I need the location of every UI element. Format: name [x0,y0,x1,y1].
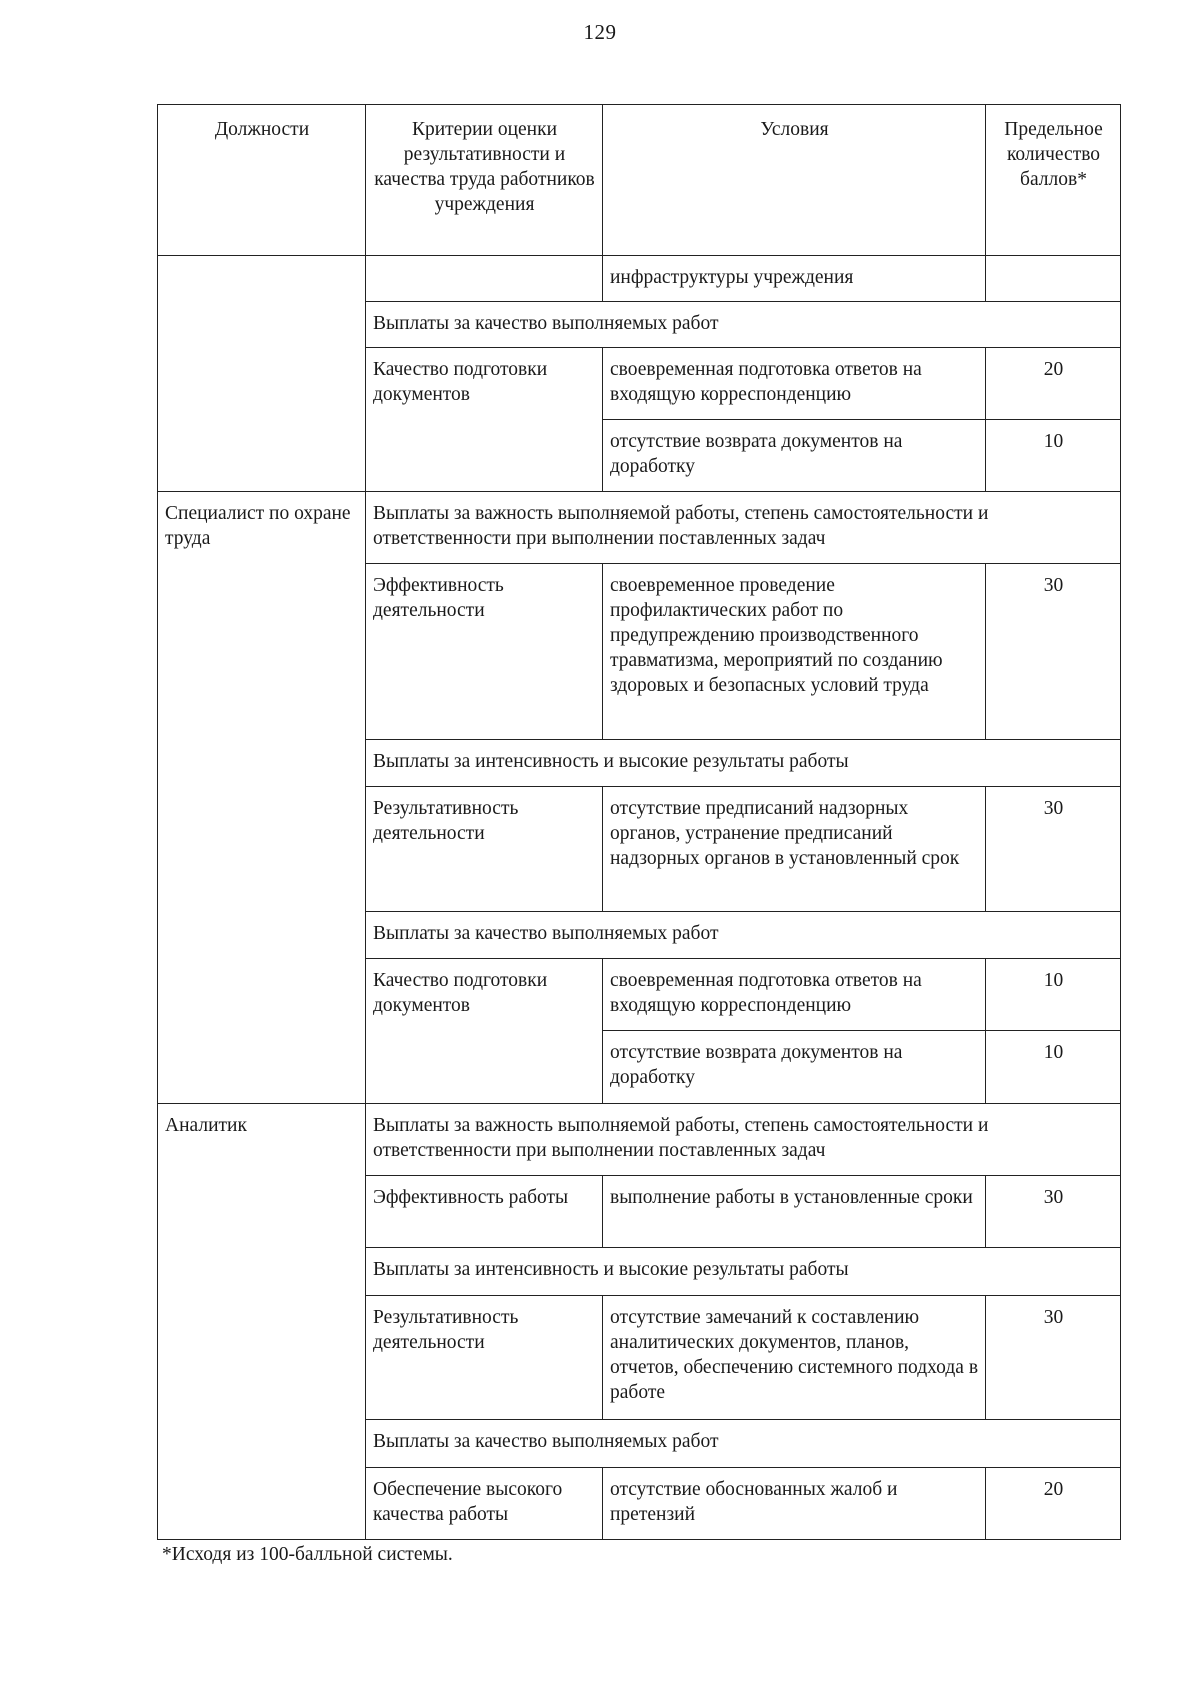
section-header: Выплаты за качество выполняемых работ [366,912,1121,959]
table-header-row [158,105,1121,256]
condition-cell: инфраструктуры учреждения [603,256,986,302]
header-criteria: Критерии оценки результативности и качества труда работников учреждения [366,105,603,256]
section-header: Выплаты за важность выполняемой работы, степень самостоятельности и ответственности при выполнении поставленных задач [366,492,1121,564]
points-cell: 20 [986,348,1121,420]
points-cell: 10 [986,420,1121,492]
position-cell-continued [158,256,366,492]
criteria-cell: Качество подготовки документов [366,959,603,1104]
section-header: Выплаты за качество выполняемых работ [366,302,1121,348]
criteria-cell [366,256,603,302]
condition-cell: выполнение работы в установленные сроки [603,1176,986,1248]
header-position: Должности [158,105,366,256]
points-cell [986,256,1121,302]
footnote: *Исходя из 100-балльной системы. [162,1544,453,1565]
criteria-cell: Обеспечение высокого качества работы [366,1468,603,1540]
criteria-cell: Результативность деятельности [366,787,603,912]
points-cell: 10 [986,1031,1121,1104]
criteria-cell: Эффективность деятельности [366,564,603,740]
points-cell: 30 [986,1296,1121,1420]
table-row [158,256,1121,302]
condition-cell: своевременная подготовка ответов на входящую корреспонденцию [603,348,986,420]
points-cell: 30 [986,1176,1121,1248]
criteria-table [157,104,1121,1540]
points-cell: 10 [986,959,1121,1031]
condition-cell: отсутствие обоснованных жалоб и претензий [603,1468,986,1540]
position-analyst: Аналитик [158,1104,366,1540]
points-cell: 30 [986,787,1121,912]
table-row [158,492,1121,564]
header-max-points: Предельное количество баллов* [986,105,1121,256]
section-header: Выплаты за интенсивность и высокие результаты работы [366,740,1121,787]
condition-cell: своевременная подготовка ответов на входящую корреспонденцию [603,959,986,1031]
criteria-cell: Результативность деятельности [366,1296,603,1420]
section-header: Выплаты за качество выполняемых работ [366,1420,1121,1468]
condition-cell: своевременное проведение профилактических работ по предупреждению производственного травматизма, мероприятий по созданию здоровых и безопасных условий труда [603,564,986,740]
table-row [158,1104,1121,1176]
position-specialist: Специалист по охране труда [158,492,366,1104]
criteria-cell: Качество подготовки документов [366,348,603,492]
condition-cell: отсутствие возврата документов на доработку [603,420,986,492]
section-header: Выплаты за интенсивность и высокие результаты работы [366,1248,1121,1296]
condition-cell: отсутствие замечаний к составлению аналитических документов, планов, отчетов, обеспечению системного подхода в работе [603,1296,986,1420]
page-number: 129 [583,20,617,44]
section-header: Выплаты за важность выполняемой работы, степень самостоятельности и ответственности при выполнении поставленных задач [366,1104,1121,1176]
criteria-cell: Эффективность работы [366,1176,603,1248]
condition-cell: отсутствие предписаний надзорных органов, устранение предписаний надзорных органов в установленный срок [603,787,986,912]
condition-cell: отсутствие возврата документов на доработку [603,1031,986,1104]
points-cell: 30 [986,564,1121,740]
header-conditions: Условия [603,105,986,256]
points-cell: 20 [986,1468,1121,1540]
